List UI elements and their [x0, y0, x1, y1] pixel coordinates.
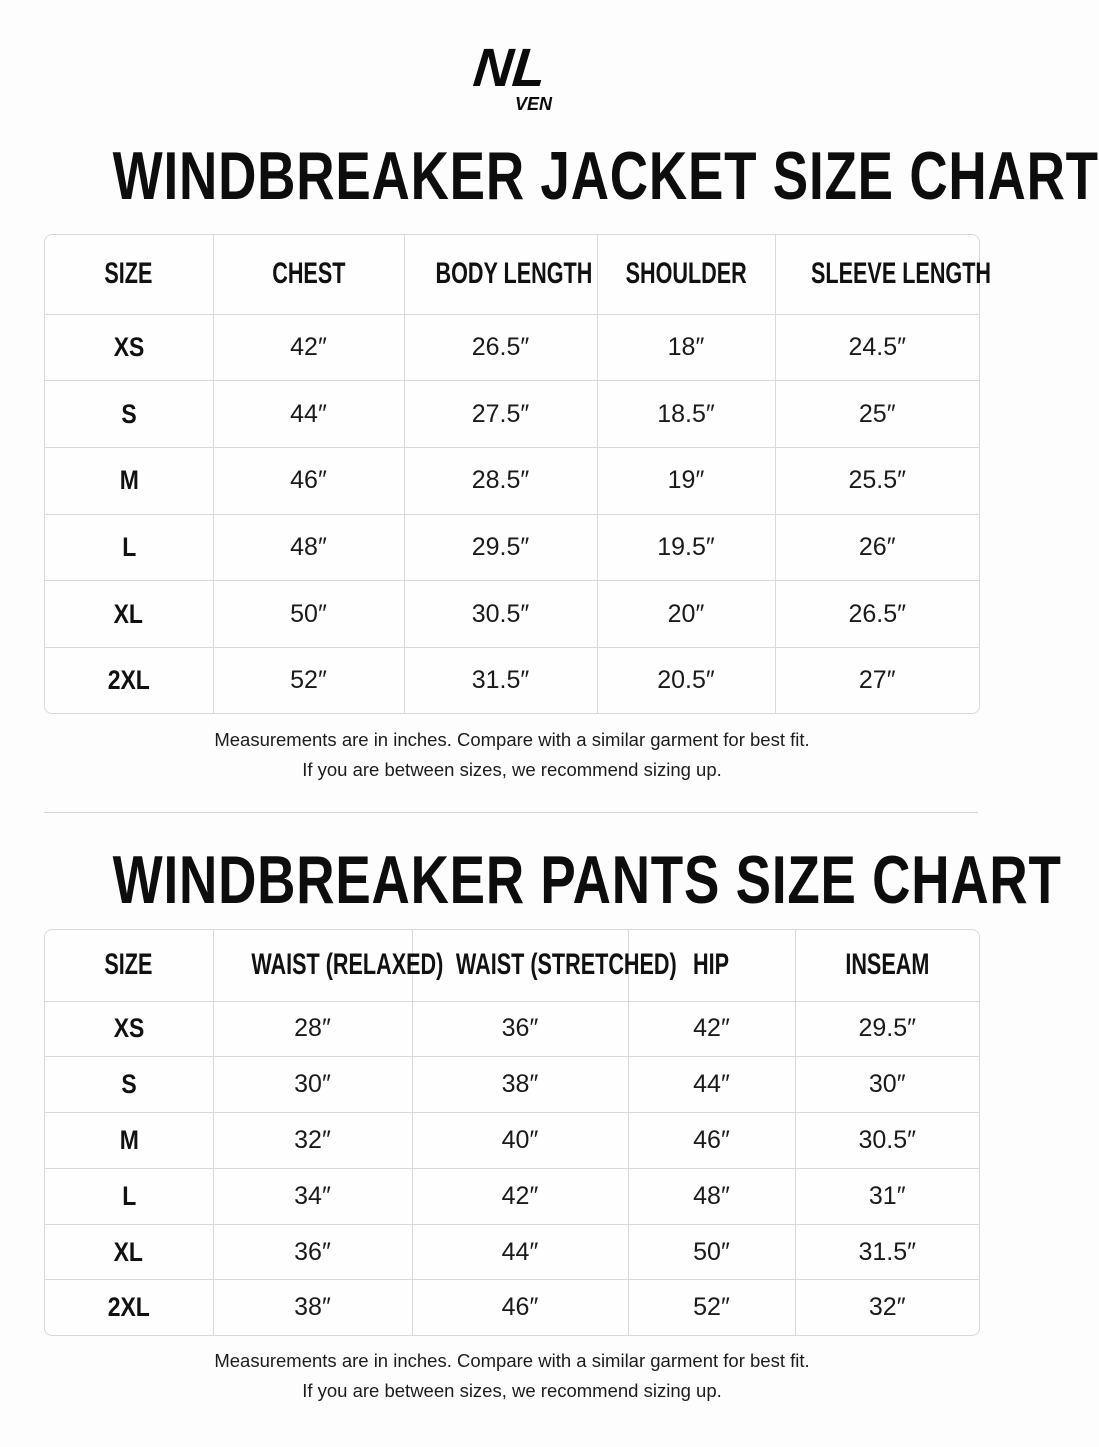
size-cell: L	[45, 1168, 213, 1224]
waist-stretched-cell: 38″	[412, 1057, 628, 1113]
jacket-note	[0, 725, 1024, 785]
size-cell: S	[45, 381, 213, 448]
sleeve-length-cell: 25.5″	[775, 447, 979, 514]
inseam-cell: 30″	[795, 1057, 979, 1113]
waist-relaxed-cell: 36″	[213, 1224, 412, 1280]
body-length-cell: 27.5″	[404, 381, 597, 448]
chest-cell: 50″	[213, 581, 404, 648]
pants-note-line-1: Measurements are in inches. Compare with a similar garment for best fit.	[214, 1350, 810, 1371]
table-row	[45, 581, 979, 648]
header-waist-stretched: WAIST (STRETCHED)	[412, 930, 628, 1001]
size-cell: XL	[45, 1224, 213, 1280]
shoulder-cell: 20.5″	[597, 647, 775, 713]
shoulder-cell: 18.5″	[597, 381, 775, 448]
waist-stretched-cell: 42″	[412, 1168, 628, 1224]
sleeve-length-cell: 25″	[775, 381, 979, 448]
hip-cell: 52″	[628, 1280, 795, 1335]
header-chest: CHEST	[213, 235, 404, 314]
table-row	[45, 1001, 979, 1057]
table-row	[45, 1224, 979, 1280]
sleeve-length-cell: 24.5″	[775, 314, 979, 381]
table-row	[45, 314, 979, 381]
pants-size-table	[44, 929, 980, 1336]
chest-cell: 48″	[213, 514, 404, 581]
inseam-cell: 32″	[868, 1293, 906, 1322]
table-row	[45, 647, 979, 713]
waist-relaxed-cell: 34″	[213, 1168, 412, 1224]
size-cell: L	[45, 514, 213, 581]
table-row	[45, 1057, 979, 1113]
table-header-row	[45, 235, 979, 314]
header-size: SIZE	[45, 930, 213, 1001]
shoulder-cell: 19.5″	[597, 514, 775, 581]
size-cell: M	[45, 1113, 213, 1169]
hip-cell: 48″	[628, 1168, 795, 1224]
table-row	[45, 1113, 979, 1169]
body-length-cell: 31.5″	[404, 647, 597, 713]
size-cell: 2XL	[45, 1280, 213, 1335]
hip-cell: 50″	[628, 1224, 795, 1280]
header-shoulder: SHOULDER	[597, 235, 775, 314]
sleeve-length-cell: 27″	[858, 665, 896, 694]
chest-cell: 52″	[213, 647, 404, 713]
body-length-cell: 29.5″	[404, 514, 597, 581]
size-cell: S	[45, 1057, 213, 1113]
body-length-cell: 30.5″	[404, 581, 597, 648]
size-cell: XL	[45, 581, 213, 648]
table-row	[45, 447, 979, 514]
waist-relaxed-cell: 28″	[213, 1001, 412, 1057]
hip-cell: 42″	[628, 1001, 795, 1057]
waist-relaxed-cell: 32″	[213, 1113, 412, 1169]
header-waist-relaxed: WAIST (RELAXED)	[213, 930, 412, 1001]
jacket-note-line-1: Measurements are in inches. Compare with a similar garment for best fit.	[214, 729, 810, 750]
size-cell: M	[45, 447, 213, 514]
section-divider	[44, 812, 978, 813]
shoulder-cell: 20″	[597, 581, 775, 648]
table-row	[45, 514, 979, 581]
header-body-length: BODY LENGTH	[404, 235, 597, 314]
header-inseam: INSEAM	[795, 930, 979, 1001]
table-header-row	[45, 930, 979, 1001]
jacket-size-table	[44, 234, 991, 714]
table-row	[45, 1168, 979, 1224]
pants-note-line-2: If you are between sizes, we recommend sizing up.	[302, 1380, 722, 1401]
size-cell: XS	[45, 314, 213, 381]
pants-chart-title: WINDBREAKER PANTS SIZE CHART	[112, 842, 1062, 918]
waist-relaxed-cell: 30″	[213, 1057, 412, 1113]
inseam-cell: 31″	[795, 1168, 979, 1224]
waist-stretched-cell: 46″	[412, 1280, 628, 1335]
size-cell: XS	[45, 1001, 213, 1057]
pants-note	[0, 1346, 1024, 1406]
header-hip: HIP	[628, 930, 795, 1001]
brand-logo	[470, 38, 555, 114]
jacket-note-line-2: If you are between sizes, we recommend sizing up.	[302, 759, 722, 780]
shoulder-cell: 19″	[597, 447, 775, 514]
shoulder-cell: 18″	[597, 314, 775, 381]
waist-stretched-cell: 44″	[412, 1224, 628, 1280]
inseam-cell: 31.5″	[795, 1224, 979, 1280]
table-row	[45, 1280, 979, 1335]
header-size: SIZE	[45, 235, 213, 314]
sleeve-length-cell: 26.5″	[775, 581, 979, 648]
hip-cell: 44″	[628, 1057, 795, 1113]
waist-stretched-cell: 36″	[412, 1001, 628, 1057]
size-cell: 2XL	[45, 647, 213, 713]
chest-cell: 42″	[213, 314, 404, 381]
logo-subtext: VEN	[515, 94, 553, 114]
jacket-chart-title: WINDBREAKER JACKET SIZE CHART	[112, 138, 1099, 214]
logo-text: NL	[470, 38, 549, 98]
body-length-cell: 26.5″	[404, 314, 597, 381]
waist-stretched-cell: 40″	[412, 1113, 628, 1169]
header-sleeve-length: SLEEVE LENGTH	[775, 235, 979, 314]
sleeve-length-cell: 26″	[775, 514, 979, 581]
table-row	[45, 381, 979, 448]
inseam-cell: 29.5″	[795, 1001, 979, 1057]
hip-cell: 46″	[628, 1113, 795, 1169]
inseam-cell: 30.5″	[795, 1113, 979, 1169]
chest-cell: 44″	[213, 381, 404, 448]
waist-relaxed-cell: 38″	[213, 1280, 412, 1335]
chest-cell: 46″	[213, 447, 404, 514]
body-length-cell: 28.5″	[404, 447, 597, 514]
